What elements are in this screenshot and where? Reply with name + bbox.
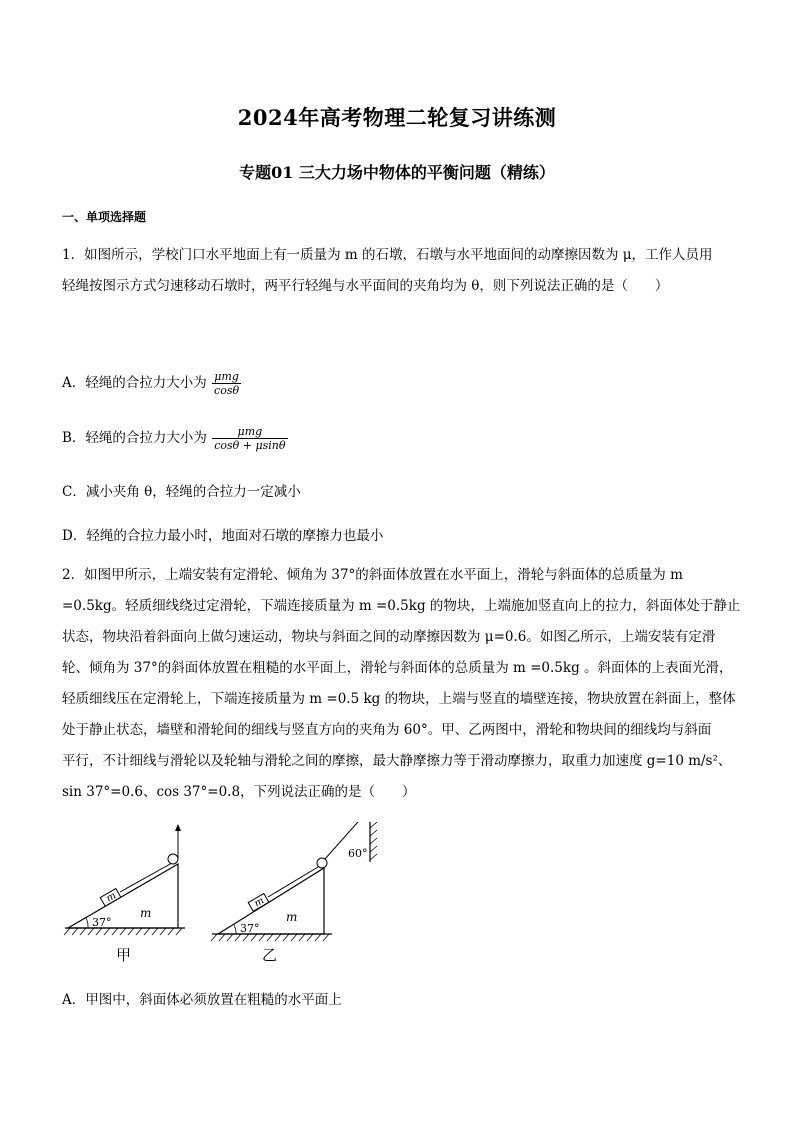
- question-1-line: 轻绳按图示方式匀速移动石墩时，两平行轻绳与水平面间的夹角均为 θ，则下列说法正确的是（ ）: [62, 278, 669, 294]
- option-b-text: B．轻绳的合拉力大小为: [62, 430, 207, 446]
- question-1-stem: [62, 240, 734, 302]
- incline-body: [68, 864, 178, 928]
- block: [100, 889, 121, 908]
- page-subtitle: 专题01 三大力场中物体的平衡问题（精练）: [239, 163, 555, 182]
- question-1-option-b: [62, 425, 288, 452]
- option-a-denominator: cosθ: [214, 384, 240, 397]
- question-1-option-c: C．减小夹角 θ，轻绳的合拉力一定减小: [62, 484, 301, 500]
- question-2-line: sin 37°=0.6、cos 37°=0.8，下列说法正确的是（ ）: [62, 784, 416, 800]
- page-title: 2024年高考物理二轮复习讲练测: [237, 105, 557, 130]
- question-2-line: 处于静止状态，墙壁和滑轮间的细线与竖直方向的夹角为 60°。甲、乙两图中，滑轮和物块间的细线均与斜面: [62, 722, 712, 738]
- question-1-option-d: D．轻绳的合拉力最小时，地面对石墩的摩擦力也最小: [62, 528, 384, 544]
- ground-hatching: [211, 934, 329, 941]
- incline-mass-label: m: [140, 906, 152, 920]
- figure-label-yi: 乙: [262, 946, 278, 964]
- diagram-yi: [211, 822, 377, 964]
- block-mass-label: m: [252, 895, 267, 910]
- question-1-option-a: [62, 370, 241, 397]
- option-b-numerator: μmg: [212, 425, 287, 439]
- question-2-line: 平行，不计细线与滑轮以及轮轴与滑轮之间的摩擦，最大静摩擦力等于滑动摩擦力，取重力加速度 g=10 m/s²、: [62, 753, 732, 769]
- wall-hatching: [370, 822, 377, 860]
- question-2-line: 2．如图甲所示，上端安装有定滑轮、倾角为 37°的斜面体放置在水平面上，滑轮与斜面体的总质量为 m: [62, 567, 683, 583]
- option-b-fraction: [212, 425, 287, 452]
- option-a-fraction: [212, 370, 241, 397]
- string: [120, 863, 172, 892]
- pulley: [317, 858, 327, 868]
- section-heading: 一、单项选择题: [62, 210, 147, 224]
- angle-arc: [234, 925, 236, 934]
- question-2-option-a: A．甲图中，斜面体必须放置在粗糙的水平面上: [62, 992, 342, 1008]
- question-1-line: 1．如图所示，学校门口水平地面上有一质量为 m 的石墩，石墩与水平地面间的动摩擦因数为 μ，工作人员用: [62, 247, 713, 263]
- ground-hatching: [64, 928, 182, 935]
- diagram-jia: [64, 824, 185, 964]
- incline-diagrams-figure: [60, 822, 390, 972]
- angle-arc: [86, 918, 88, 928]
- string: [268, 867, 318, 897]
- incline-body: [218, 868, 324, 934]
- angle-label: 37°: [240, 922, 260, 935]
- figure-label-jia: 甲: [116, 946, 132, 964]
- block-mass-label: m: [104, 890, 119, 905]
- option-b-denominator: cosθ + μsinθ: [214, 439, 286, 452]
- question-2-line: =0.5kg。轻质细线绕过定滑轮，下端连接质量为 m =0.5kg 的物块，上端施加竖直向上的拉力，斜面体处于静止: [62, 598, 741, 614]
- pulley: [168, 854, 178, 864]
- arrow-up-icon: [175, 824, 181, 831]
- wall-angle-label: 60°: [348, 847, 368, 860]
- question-2-line: 轻质细线压在定滑轮上，下端连接质量为 m =0.5 kg 的物块，上端与竖直的墙壁连接，物块放置在斜面上，整体: [62, 691, 736, 707]
- question-2-line: 状态，物块沿着斜面向上做匀速运动，物块与斜面之间的动摩擦因数为 μ=0.6。如图乙所示，上端安装有定滑: [62, 629, 716, 645]
- question-2-line: 轮、倾角为 37°的斜面体放置在粗糙的水平面上，滑轮与斜面体的总质量为 m =0.5kg 。斜面体的上表面光滑，: [62, 660, 733, 676]
- angle-label: 37°: [92, 916, 112, 929]
- question-2-stem: [62, 560, 741, 808]
- option-a-text: A．轻绳的合拉力大小为: [62, 375, 207, 391]
- option-a-numerator: μmg: [212, 370, 241, 384]
- incline-mass-label: m: [286, 910, 298, 924]
